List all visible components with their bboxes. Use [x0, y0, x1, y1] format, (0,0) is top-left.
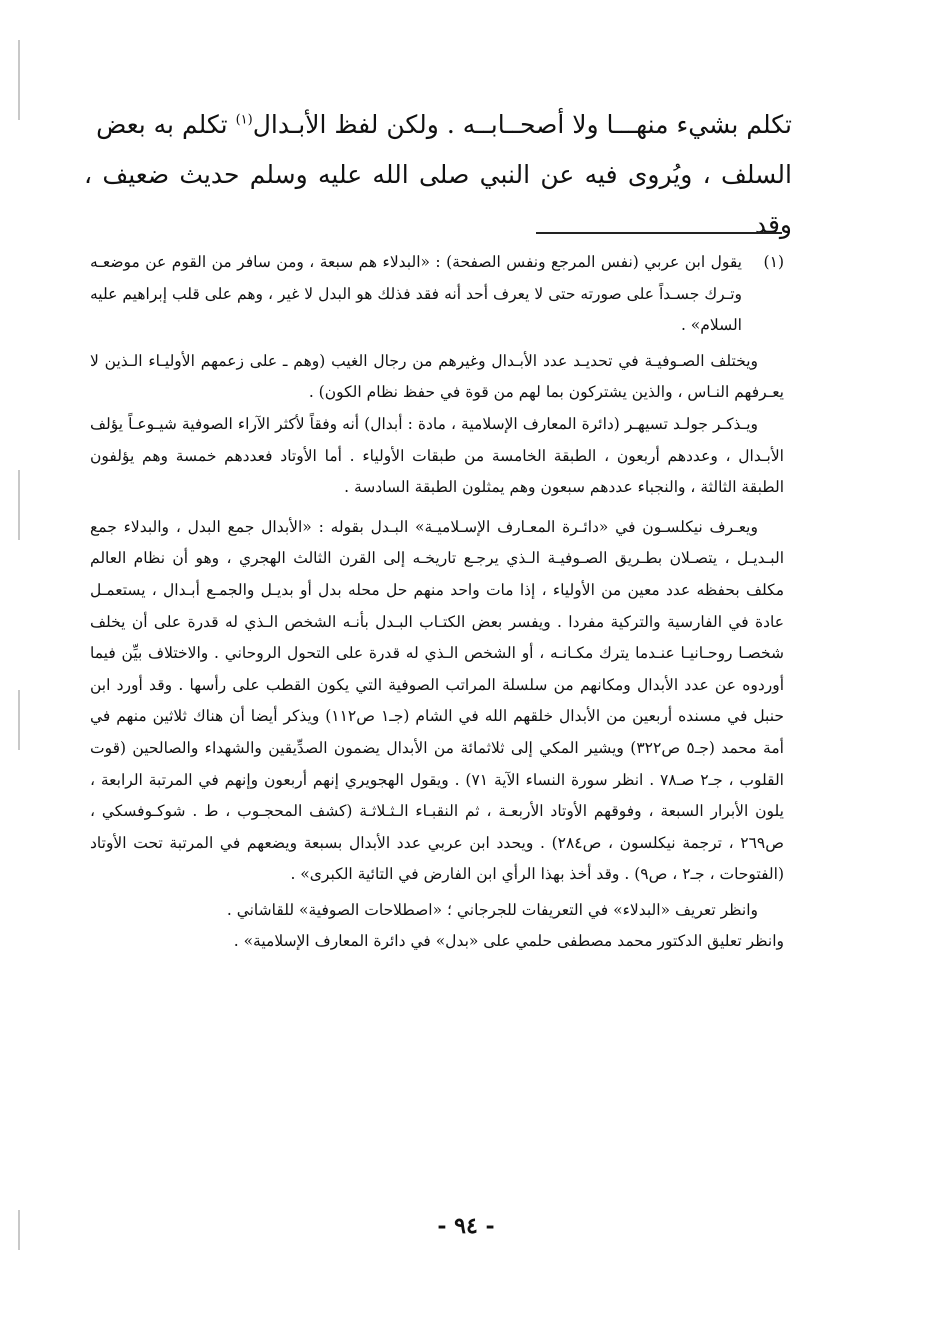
footnote-paragraph-6: وانظر تعليق الدكتور محمد مصطفى حلمي على «بدل» في دائرة المعارف الإسلامية» . — [233, 932, 784, 951]
scan-edge-mark — [18, 40, 20, 120]
main-body-text — [84, 100, 792, 250]
page-number: - ٩٤ - — [437, 1213, 495, 1239]
main-text-line-1-end: تكلم به بعض — [96, 110, 236, 139]
footnote-paragraph-2: ويختلف الصـوفيـة في تحديـد عدد الأبـدال وغيرهم من رجال الغيب (وهم ـ على زعمهم الأوليـاء الـذين لا يعـرفهم النـاس ، والذين يشتركون بما لهم من قوة في حفظ نظام الكون) . — [90, 351, 784, 402]
footnote-section — [90, 247, 784, 958]
footnote-paragraph-3: ويـذكـر جولـد تسيهـر (دائرة المعارف الإسلامية ، مادة : أبدال) أنه وفقاً لأكثر الآراء الصوفية شيـوعـاً يؤلف الأبـدال ، وعددهم أربعون ، الطبقة الخامسة من طبقات الأولياء . أما الأوتاد فعددهم خمسة وهم يؤلفون الطبقة الثالثة ، والنجباء عددهم سبعون وهم يمثلون الطبقة السادسة . — [90, 414, 784, 497]
scan-edge-mark — [18, 470, 20, 540]
footnote-separator-rule — [536, 232, 782, 234]
footnote-paragraph-5: وانظر تعريف «البدلاء» في التعريفات للجرجاني ؛ «اصطلاحات الصوفية» للقاشاني . — [226, 900, 758, 919]
scan-edge-mark — [18, 690, 20, 750]
footnote-entry — [90, 247, 784, 342]
main-text-line-2: السلف ، ويُروى فيه عن النبي صلى الله عليه وسلم حديث ضعيف ، وقد — [84, 160, 792, 239]
footnote-paragraph-4: ويعـرف نيكلسـون في «دائـرة المعـارف الإسـلاميـة» البـدل بقوله : «الأبدال جمع البدل ، والبدلاء جمع البـديـل ، يتصـلان بطـريق الصـوفيـة الـذي يرجـع تاريخـه إلى القرن الثالث الهجري ، وهو أن نظام العالم مكلف بحفظه عدد معين من الأولياء ، إذا مات واحد منهم حل محله بدل أو بديـل والجمـع أبـدال ، يستعمـل عادة في الفارسية والتركية مفردا . ويفسر بعض الكتـاب البـدل بأنـه الشخص الـذي له قدرة على أن يخلف شخصـا روحـانيـا عنـدما يترك مكـانـه ، أو الشخص الـذي له قدرة على التحول الروحاني . والاختلاف بيِّن فيما أوردوه عن عدد الأبدال ومكانهم من سلسلة المراتب الصوفية التي يكون القطب على رأسها . وقد أورد ابن حنبل في مسنده أربعين من الأبدال خلقهم الله في الشام (جـ١ ص١١٢) ويذكر أيضا أن هناك ثلاثين منهم في أمة محمد (جـ٥ ص٣٢٢) ويشير المكي إلى ثلاثمائة من الأبدال يضمون الصدِّيقين والشهداء والصالحين (قوت القلوب ، جـ٢ صـ٧٨ . انظر سورة النساء الآية ٧١) . ويقول الهجويري إنهم أربعون وإنهم في المرتبة الرابعة ، يلون الأبرار السبعة ، وفوقهم الأوتاد الأربعـة ، ثم النقبـاء الـثـلاثـة (كشف المحجـوب ، ط . شوكـوفسكي ، ص٢٦٩ ، ترجمة نيكلسون ، ص٢٨٤) . ويحدد ابن عربي عدد الأبدال بسبعة ويضعهم في المرتبة تحت الأوتاد (الفتوحات ، جـ٢ ، ص٩) . وقد أخذ بهذا الرأي ابن الفارض في التائية الكبرى» . — [90, 517, 784, 884]
footnote-paragraph-1: يقول ابن عربي (نفس المرجع ونفس الصفحة) : «البدلاء هم سبعة ، ومن سافر من القوم عن موضعـه وتـرك جسـداً على صورته حتى لا يعرف أحد أنه فقد فذلك هو البدل لا غير ، وهم على قلب إبراهيم عليه السلام» . — [90, 253, 742, 335]
main-text-line-1-start: تكلم بشيء منهـــا ولا أصحــابــه . ولكن لفظ الأبـدال — [252, 110, 792, 139]
footnote-number: (١) — [763, 253, 784, 271]
footnote-reference-mark[interactable]: (١) — [235, 112, 253, 128]
main-text-line-1 — [84, 100, 792, 150]
